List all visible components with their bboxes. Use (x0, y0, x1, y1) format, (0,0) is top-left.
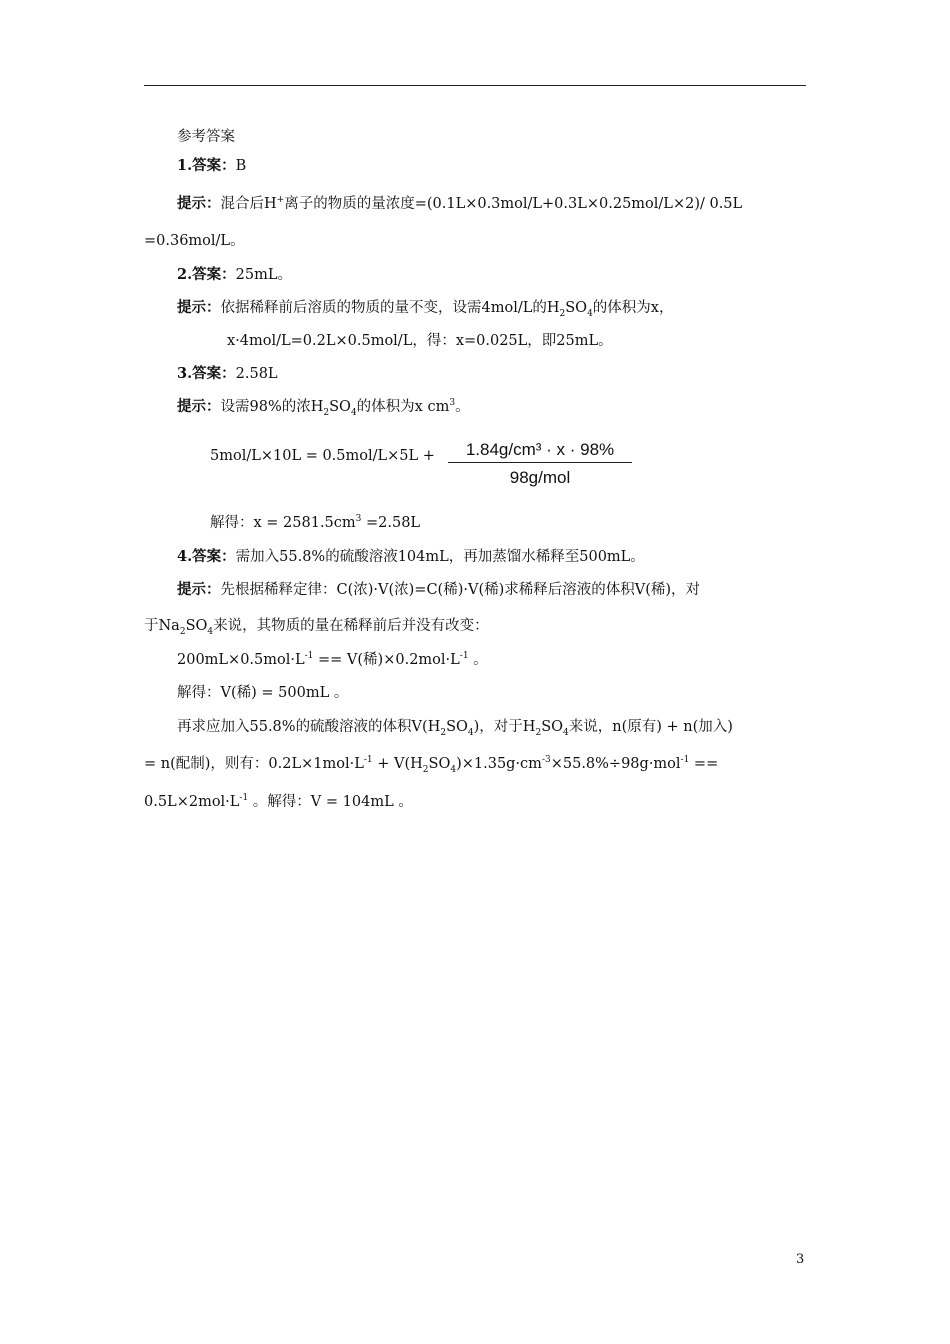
q2-hint-line: 提示：依据稀释前后溶质的物质的量不变，设需4mol/L的$H_2SO_4$的体积为x， (177, 299, 674, 319)
q1-number: 1. (177, 157, 193, 174)
q1-answer-label: 答案 (192, 157, 222, 174)
q3-answer-label: 答案 (192, 365, 222, 382)
section-heading: 参考答案 (177, 129, 235, 145)
q4-answer-label: 答案 (192, 548, 222, 565)
q2-number: 2. (177, 266, 193, 283)
q3-fraction (448, 438, 632, 490)
q2-answer-label: 答案 (192, 266, 222, 283)
q3-hint-line: 提示：设需98%的浓$H_2SO_4$的体积为x $cm^3$。 (177, 398, 470, 418)
q3-solution: 解得：$x = 2581.5cm^3 =2.58L$ (210, 514, 421, 531)
q4-hint-label: 提示 (177, 581, 206, 598)
page-number: 3 (796, 1252, 805, 1267)
q2-answer-value: 25mL。 (235, 267, 292, 283)
q4-paragraph2-line3: $0.5L\times 2mol\cdot L^{-1}$ 。解得：V = 104mL 。 (144, 793, 413, 810)
q4-answer-value: 需加入55.8%的硫酸溶液104mL，再加蒸馏水稀释至500mL。 (235, 549, 645, 565)
q3-equation-left: 5mol/L×10L = 0.5mol/L×5L + (210, 448, 435, 464)
q2-hint-label: 提示 (177, 299, 206, 316)
q4-paragraph2-line2: = n(配制)，则有：$0.2L\times 1mol\cdot L^{-1} + V(H_2SO_4)\times 1.35g\cdot cm^{-3}\times 55.8\%\div 98g\cdot mol^{-1}$ == (144, 755, 719, 775)
q4-hint-line2: 于$Na_2SO_4$来说，其物质的量在稀释前后并没有改变： (144, 618, 489, 637)
q1-hint-continuation: =0.36mol/L。 (144, 233, 245, 249)
q3-number: 3. (177, 365, 193, 382)
q4-hint-line: 提示：先根据稀释定律：C(浓)·V(浓)=C(稀)·V(稀)求稀释后溶液的体积V(稀)，对 (177, 581, 701, 598)
q1-hint-line: 提示：混合后H+离子的物质的量浓度=(0.1L×0.3mol/L+0.3L×0.25mol/L×2)/ 0.5L (177, 195, 743, 212)
q4-equation-1: $200mL\times 0.5mol\cdot L^{-1} == V$(稀)$\times 0.2mol\cdot L^{-1}$ 。 (177, 651, 488, 668)
q3-fraction-bar (448, 462, 632, 463)
q3-fraction-denominator: 98g/mol (509, 468, 571, 487)
q3-answer-line: 3.答案：2.58L (177, 365, 278, 382)
q3-fraction-numerator: 1.84g/cm³ · x · 98% (465, 440, 615, 459)
q3-hint-label: 提示 (177, 398, 206, 415)
q2-answer-line: 2.答案：25mL。 (177, 266, 292, 283)
q4-answer-line: 4.答案：需加入55.8%的硫酸溶液104mL，再加蒸馏水稀释至500mL。 (177, 548, 645, 565)
q1-answer-line: 1.答案：B (177, 157, 247, 174)
q3-answer-value: 2.58L (235, 366, 278, 382)
header-rule (144, 85, 806, 86)
q1-hint-label: 提示 (177, 195, 206, 212)
q4-solution-1: 解得：V(稀) = 500mL 。 (177, 685, 349, 701)
q4-paragraph2-line1: 再求应加入55.8%的硫酸溶液的体积$V(H_2SO_4)$，对于$H_2SO_4$来说，n(原有) + n(加入) (177, 719, 733, 738)
q2-calculation: x·4mol/L=0.2L×0.5mol/L，得：x=0.025L，即25mL。 (227, 333, 613, 349)
q4-number: 4. (177, 548, 193, 565)
q1-answer-value: B (235, 158, 247, 174)
